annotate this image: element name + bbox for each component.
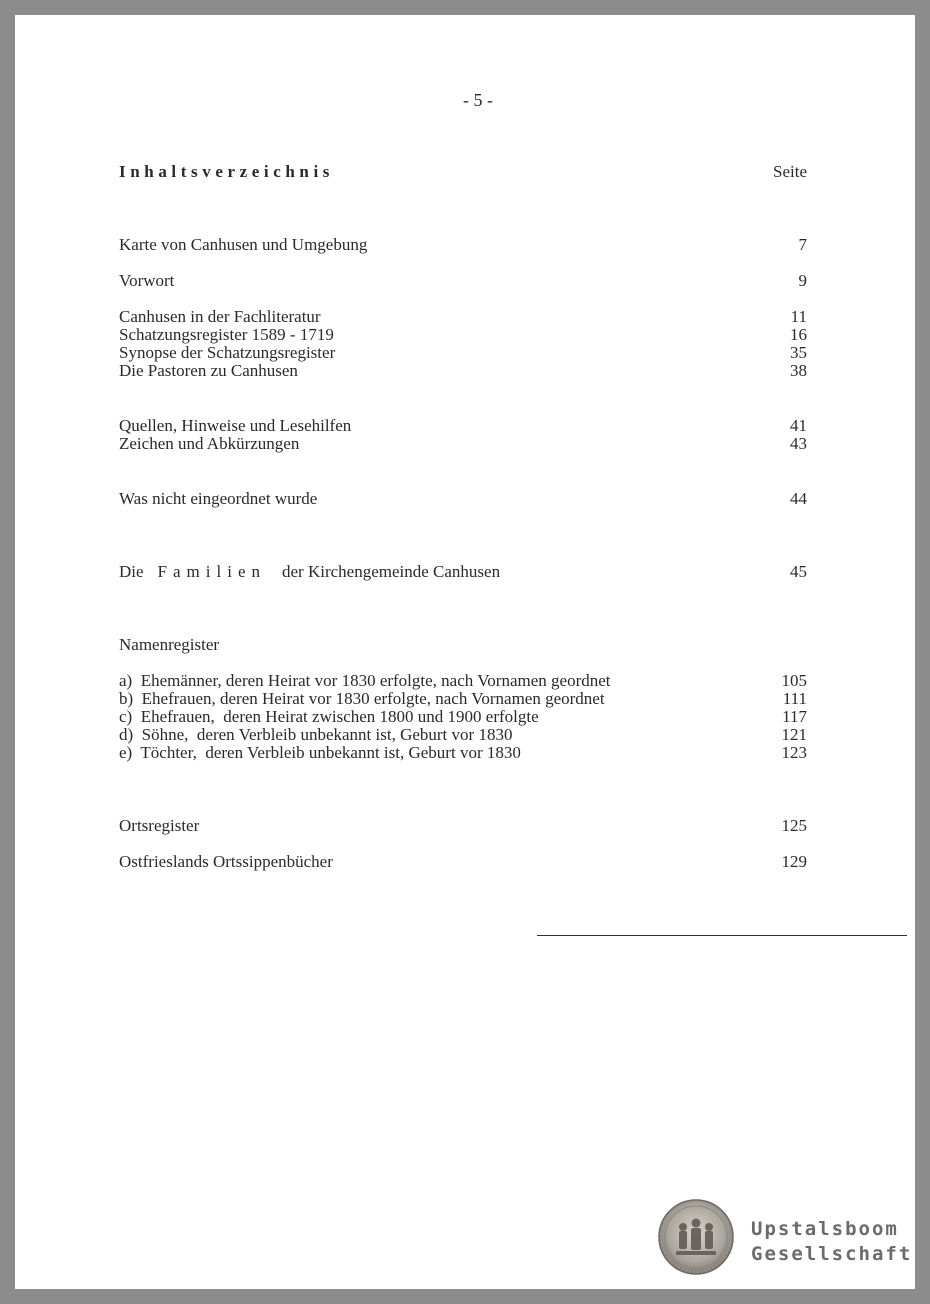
page-column-label: Seite — [773, 162, 807, 181]
toc-entry-page: 38 — [790, 361, 807, 380]
toc-entry-page: 125 — [781, 816, 807, 835]
toc-entry-title: Synopse der Schatzungsregister — [119, 343, 336, 362]
namenregister-title: Namenregister — [119, 635, 220, 654]
toc-entry-page: 41 — [790, 416, 807, 435]
document-page — [15, 15, 915, 1289]
namenregister-item-page: 105 — [781, 671, 807, 690]
namenregister-item-title: d) Söhne, deren Verbleib unbekannt ist, Geburt vor 1830 — [119, 725, 513, 744]
page-number: - 5 - — [463, 90, 493, 110]
toc-entry-page: 16 — [790, 325, 807, 344]
seal-icon — [658, 1199, 734, 1275]
toc-entry-page: 11 — [790, 307, 807, 326]
namenregister-item-page: 111 — [782, 689, 807, 708]
namenregister-item-title: b) Ehefrauen, deren Heirat vor 1830 erfolgte, nach Vornamen geordnet — [119, 689, 605, 708]
publisher-logo-line2: Gesellschaft — [751, 1243, 913, 1265]
familien-entry-title — [119, 563, 500, 581]
toc-entry-title: Quellen, Hinweise und Lesehilfen — [119, 416, 352, 435]
namenregister-item-page: 123 — [781, 743, 807, 762]
toc-entry-title: Ostfrieslands Ortssippenbücher — [119, 852, 333, 871]
namenregister-item-title: c) Ehefrauen, deren Heirat zwischen 1800 und 1900 erfolgte — [119, 707, 539, 726]
toc-entry-page: 45 — [790, 562, 807, 581]
toc-heading: Inhaltsverzeichnis — [119, 162, 335, 181]
toc-entry-title: Schatzungsregister 1589 - 1719 — [119, 325, 334, 344]
toc-entry-title: Die Pastoren zu Canhusen — [119, 361, 298, 380]
toc-entry-page: 43 — [790, 434, 807, 453]
publisher-logo-line1: Upstalsboom — [751, 1218, 899, 1240]
toc-entry-page: 7 — [798, 235, 807, 254]
toc-entry-page: 44 — [790, 489, 807, 508]
toc-entry-page: 129 — [781, 852, 807, 871]
toc-entry-title: Vorwort — [119, 271, 175, 290]
familien-prefix: Die — [119, 562, 144, 581]
namenregister-item-page: 121 — [781, 725, 807, 744]
toc-entry-title: Ortsregister — [119, 816, 200, 835]
horizontal-rule — [537, 935, 907, 936]
toc-entry-page: 35 — [790, 343, 807, 362]
toc-entry-title: Karte von Canhusen und Umgebung — [119, 235, 368, 254]
toc-entry-title: Canhusen in der Fachliteratur — [119, 307, 321, 326]
publisher-logo-text — [751, 1217, 912, 1267]
familien-spaced-word: Familien — [157, 562, 266, 581]
toc-entry-page: 9 — [798, 271, 807, 290]
namenregister-item-title: e) Töchter, deren Verbleib unbekannt ist, Geburt vor 1830 — [119, 743, 521, 762]
familien-suffix: der Kirchengemeinde Canhusen — [282, 562, 501, 581]
toc-entry-title: Zeichen und Abkürzungen — [119, 434, 300, 453]
namenregister-item-page: 117 — [782, 707, 807, 726]
toc-entry-title: Was nicht eingeordnet wurde — [119, 489, 318, 508]
namenregister-item-title: a) Ehemänner, deren Heirat vor 1830 erfolgte, nach Vornamen geordnet — [119, 671, 611, 690]
